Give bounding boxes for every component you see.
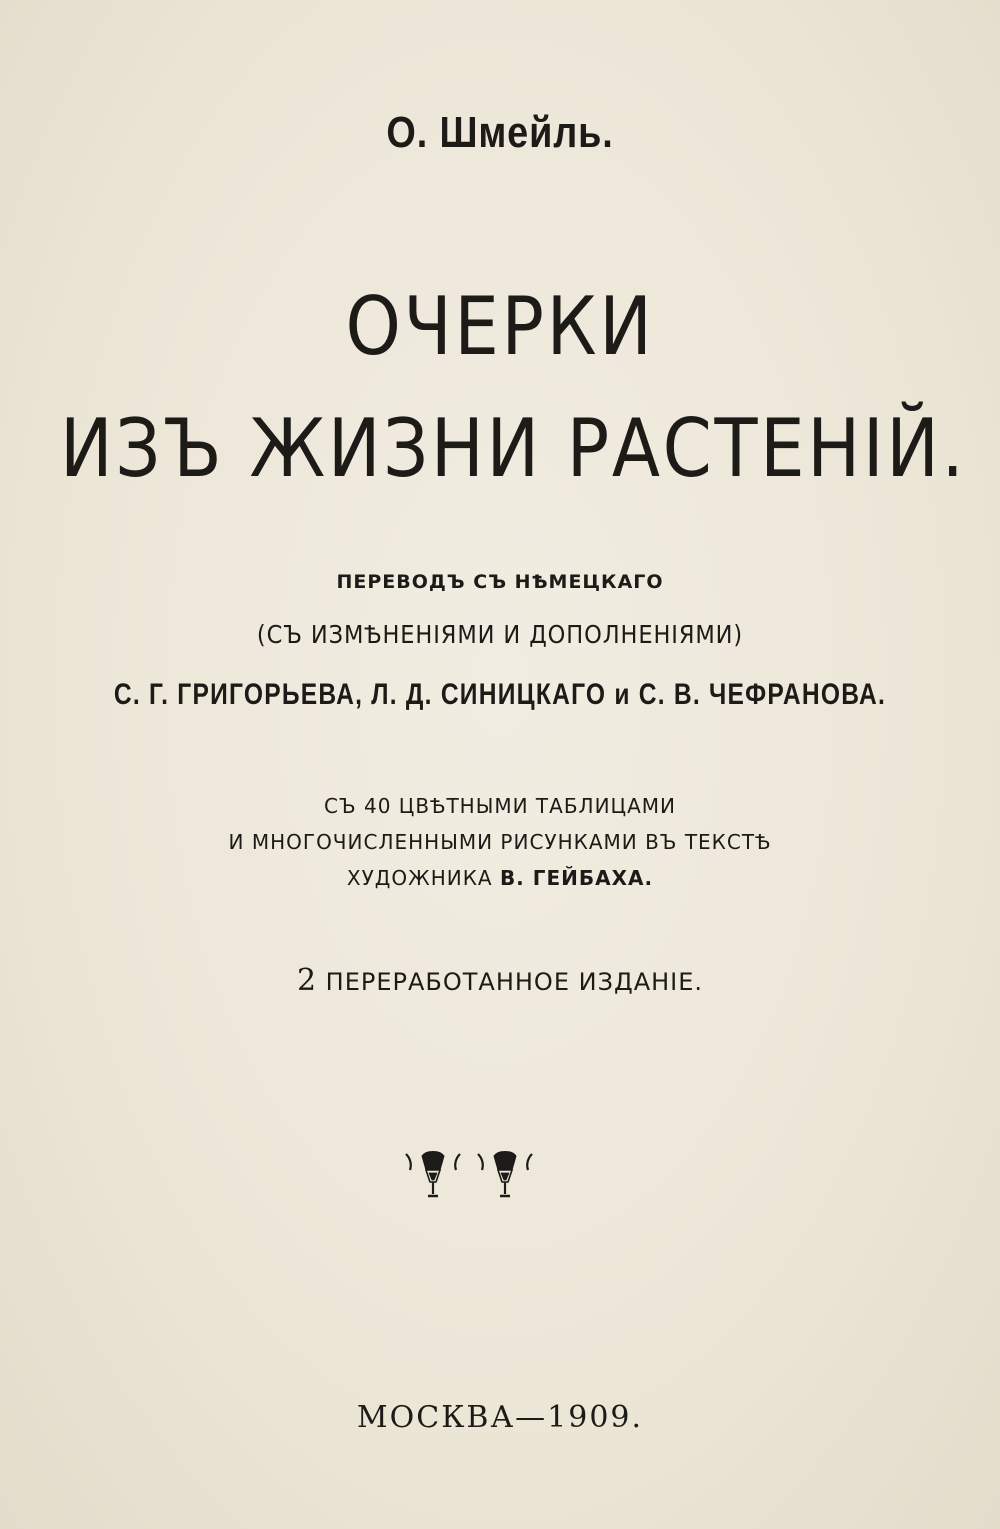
translation-changes: (СЪ ИЗМѢНЕНІЯМИ И ДОПОЛНЕНІЯМИ) [256, 620, 744, 649]
edition-number: 2 [296, 963, 318, 998]
illustrator-prefix: ХУДОЖНИКА [346, 866, 500, 890]
edition-text: ПЕРЕРАБОТАННОЕ ИЗДАНІЕ. [317, 968, 704, 996]
book-title-line-2: ИЗЪ ЖИЗНИ РАСТЕНІЙ. [60, 402, 967, 495]
illustrations-line-1: СЪ 40 ЦВѢТНЫМИ ТАБЛИЦАМИ [324, 794, 676, 818]
translators: С. Г. ГРИГОРЬЕВА, Л. Д. СИНИЦКАГО и С. В. ЧЕФРАНОВА. [113, 678, 887, 711]
illustrator-name: В. ГЕЙБАХА. [499, 866, 654, 890]
illustrations-line-2: И МНОГОЧИСЛЕННЫМИ РИСУНКАМИ ВЪ ТЕКСТѢ [228, 830, 772, 854]
author-name: О. Шмейль. [386, 108, 614, 157]
illustrations-line-3 [0, 866, 1000, 890]
book-title-line-1: ОЧЕРКИ [345, 280, 655, 373]
translation-note: ПЕРЕВОДЪ СЪ НѢМЕЦКАГО [336, 571, 664, 593]
edition [0, 963, 1000, 998]
floral-ornament-icon [400, 1140, 540, 1200]
imprint: МОСКВА—1909. [356, 1400, 644, 1435]
